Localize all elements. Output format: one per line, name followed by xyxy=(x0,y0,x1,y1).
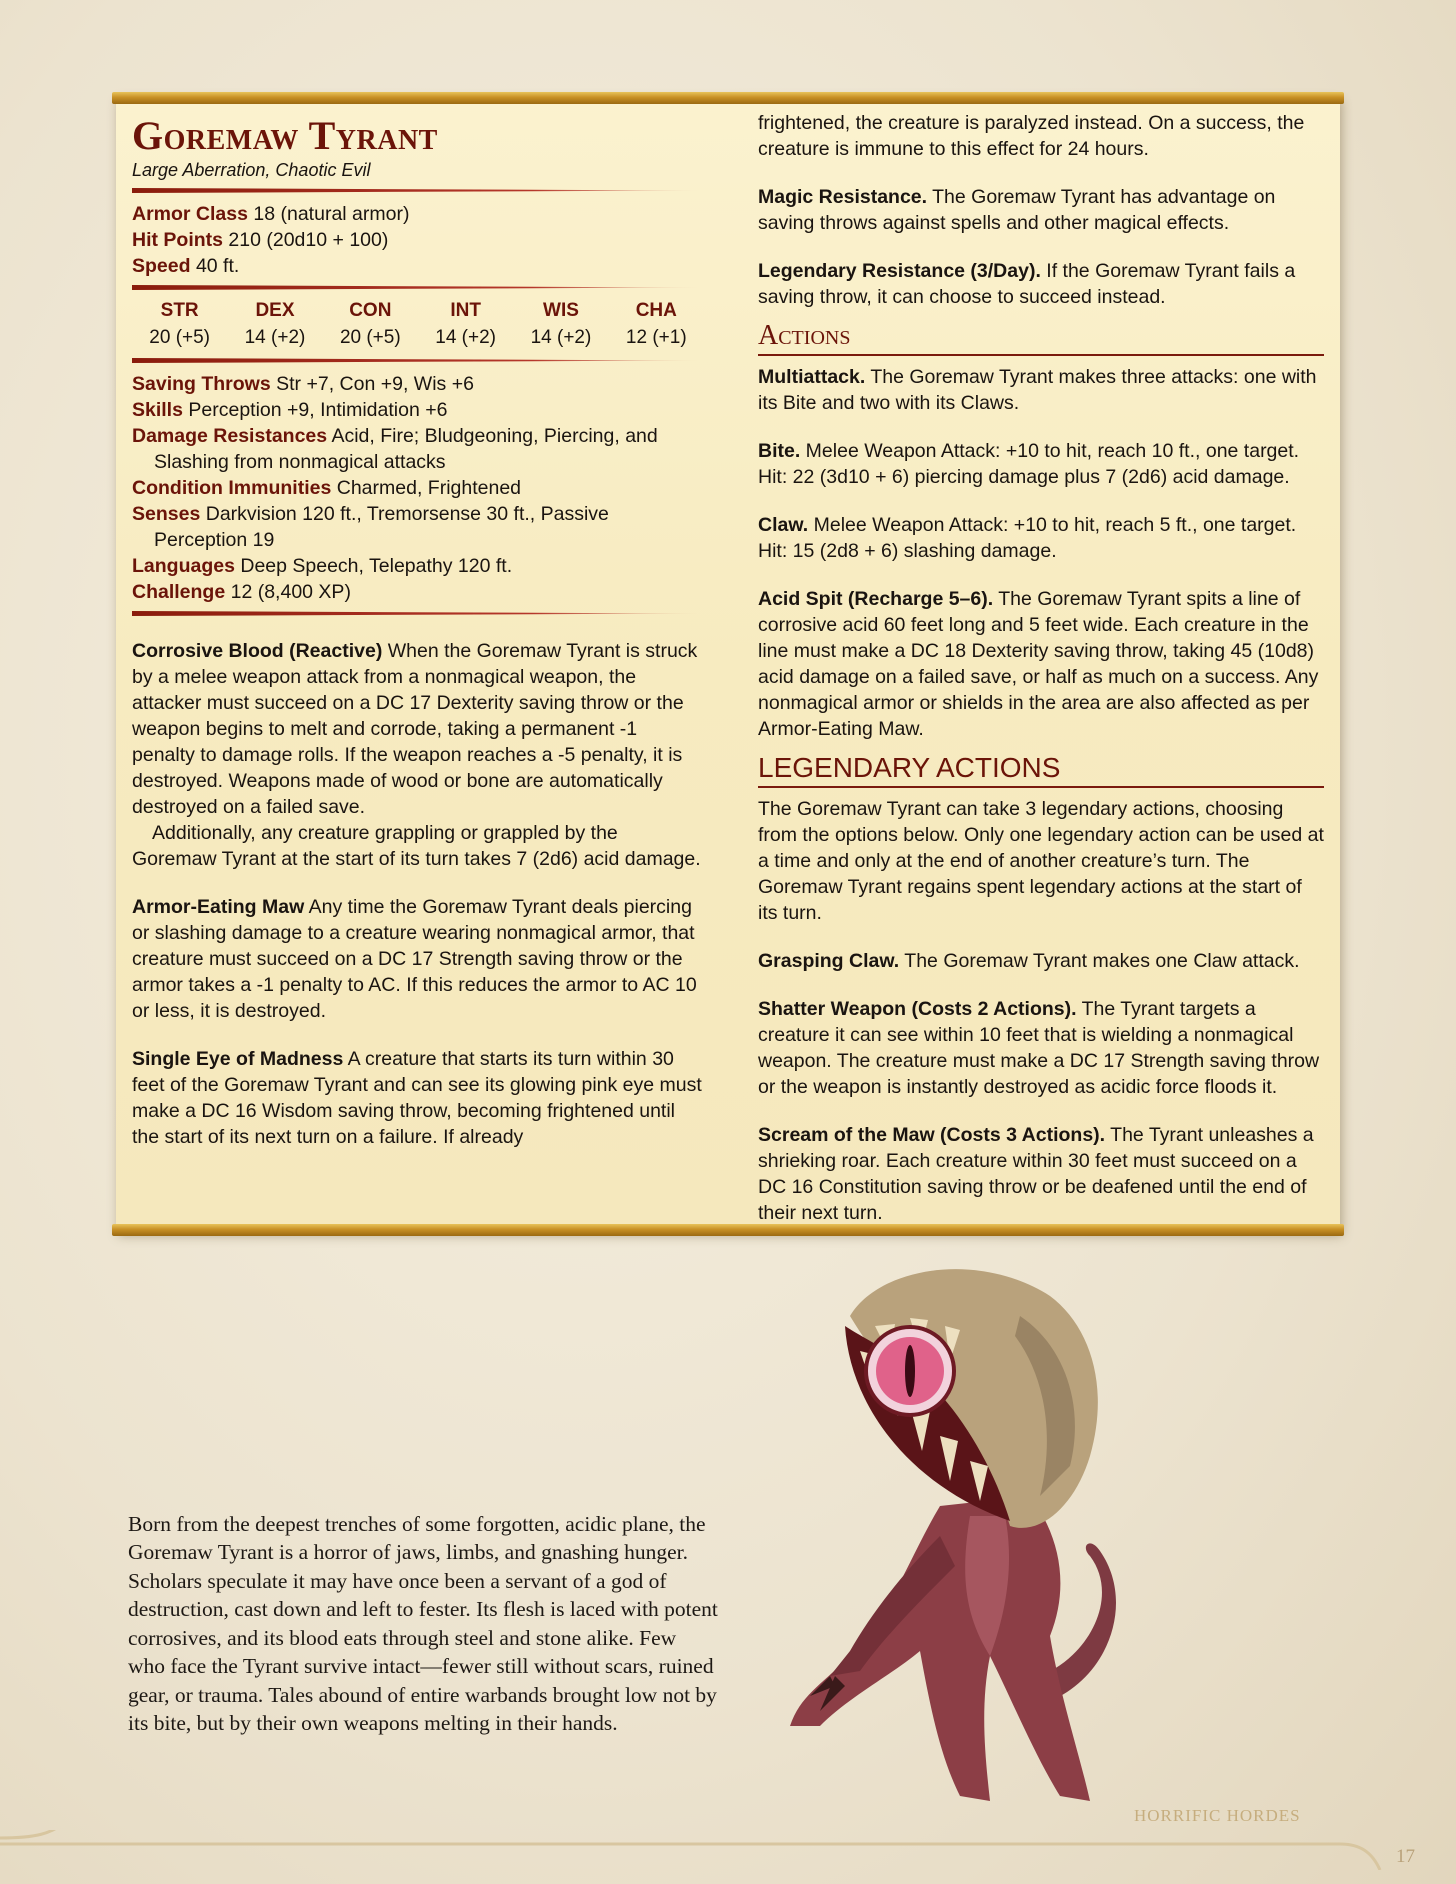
ability-wis xyxy=(516,298,606,352)
ability-dex xyxy=(230,298,320,352)
saving-throws xyxy=(132,371,704,397)
ability-name: DEX xyxy=(255,300,295,321)
legendary-shatter-weapon xyxy=(758,996,1324,1100)
scroll-bar-top xyxy=(112,92,1344,104)
action-claw xyxy=(758,512,1324,564)
speed xyxy=(132,253,704,279)
ability-name: STR xyxy=(160,300,199,321)
lore-paragraph: Born from the deepest trenches of some forgotten, acidic plane, the Goremaw Tyrant is a horror of jaws, limbs, and gnashing hunger. Scholars speculate it may have once been a servant of a god of destruction, cast down and left to fester. Its flesh is laced with potent corrosives, and its blood eats through steel and stone alike. Few who face the Tyrant survive intact—fewer still without scars, ruined gear, or trauma. Tales abound of entire warbands brought low not by its bite, but by their own weapons melting in their hands. xyxy=(128,1511,718,1735)
hit-points xyxy=(132,227,704,253)
action-text: Melee Weapon Attack: +10 to hit, reach 5 ft., one target. Hit: 15 (2d8 + 6) slashing damage. xyxy=(758,514,1297,562)
skills-value: Perception +9, Intimidation +6 xyxy=(188,399,448,421)
trait-name: Legendary Resistance (3/Day). xyxy=(758,260,1041,282)
ability-value: 20 (+5) xyxy=(149,327,211,348)
action-name: Multiattack. xyxy=(758,366,866,388)
legendary-intro: The Goremaw Tyrant can take 3 legendary actions, choosing from the options below. Only one legendary action can be used at a time and only at the end of another creature’s turn. The Goremaw Tyrant regains spent legendary actions at the start of its turn. xyxy=(758,798,1324,924)
trait-name: Single Eye of Madness xyxy=(132,1048,344,1070)
ability-int xyxy=(421,298,511,352)
stat-block-left-column xyxy=(132,114,704,1172)
ability-value: 20 (+5) xyxy=(339,327,401,348)
challenge-label: Challenge xyxy=(132,581,226,603)
trait-text-extra: Additionally, any creature grappling or grappled by the Goremaw Tyrant at the start of its turn takes 7 (2d6) acid damage. xyxy=(132,822,701,870)
page-number: 17 xyxy=(1396,1846,1415,1867)
senses xyxy=(132,501,704,553)
legendary-action-text: The Tyrant unleashes a shrieking roar. Each creature within 30 feet must succeed on a DC 16 Constitution saving throw or be deafened until the end of their next turn. xyxy=(758,1124,1314,1224)
trait-legendary-resistance xyxy=(758,258,1324,310)
monster-illustration-svg xyxy=(790,1256,1170,1816)
trait-text: The Goremaw Tyrant has advantage on saving throws against spells and other magical effects. xyxy=(758,186,1276,234)
speed-label: Speed xyxy=(132,255,191,277)
action-bite xyxy=(758,438,1324,490)
trait-name: Corrosive Blood (Reactive) xyxy=(132,640,383,662)
legendary-grasping-claw xyxy=(758,948,1324,974)
trait-text: If the Goremaw Tyrant fails a saving throw, it can choose to succeed instead. xyxy=(758,260,1296,308)
divider xyxy=(132,188,704,193)
damage-resistances-value: Acid, Fire; Bludgeoning, Piercing, and Slashing from nonmagical attacks xyxy=(154,425,658,473)
stat-block xyxy=(116,96,1340,1232)
trait-armor-eating-maw xyxy=(132,894,704,1024)
armor-class-label: Armor Class xyxy=(132,203,248,225)
speed-value: 40 ft. xyxy=(195,255,240,277)
trait-text: frightened, the creature is paralyzed instead. On a success, the creature is immune to this effect for 24 hours. xyxy=(758,112,1305,160)
action-text: Melee Weapon Attack: +10 to hit, reach 10 ft., one target. Hit: 22 (3d10 + 6) piercing damage plus 7 (2d6) acid damage. xyxy=(758,440,1300,488)
action-name: Acid Spit (Recharge 5–6). xyxy=(758,588,994,610)
ability-str xyxy=(135,298,225,352)
trait-single-eye-of-madness xyxy=(132,1046,704,1150)
saving-throws-label: Saving Throws xyxy=(132,373,271,395)
trait-corrosive-blood xyxy=(132,638,704,872)
footer-chapter-title: HORRIFIC HORDES xyxy=(1134,1806,1301,1825)
skills xyxy=(132,397,704,423)
legendary-scream-of-the-maw xyxy=(758,1122,1324,1226)
action-text: The Goremaw Tyrant makes three attacks: one with its Bite and two with its Claws. xyxy=(758,366,1317,414)
senses-label: Senses xyxy=(132,503,201,525)
hit-points-value: 210 (20d10 + 100) xyxy=(228,229,389,251)
challenge xyxy=(132,579,704,605)
ability-name: CON xyxy=(349,300,392,321)
armor-class xyxy=(132,201,704,227)
ability-name: CHA xyxy=(635,300,677,321)
monster-type: Large Aberration, Chaotic Evil xyxy=(132,160,371,180)
trait-name: Magic Resistance. xyxy=(758,186,928,208)
ability-value: 14 (+2) xyxy=(244,327,306,348)
action-text: The Goremaw Tyrant spits a line of corrosive acid 60 feet long and 5 feet wide. Each creature in the line must make a DC 18 Dexterity saving throw, taking 45 (10d8) acid damage on a failed save, or half as much on a success. Any nonmagical armor or shields in the area are also affected as per Armor-Eating Maw. xyxy=(758,588,1319,740)
languages xyxy=(132,553,704,579)
legendary-actions-heading: LEGENDARY ACTIONS xyxy=(758,752,1324,788)
languages-label: Languages xyxy=(132,555,235,577)
divider xyxy=(132,285,704,290)
stat-block-right-column xyxy=(758,110,1324,1226)
pupil-shape xyxy=(905,1345,915,1397)
action-name: Claw. xyxy=(758,514,809,536)
ability-scores xyxy=(132,298,704,352)
languages-value: Deep Speech, Telepathy 120 ft. xyxy=(240,555,513,577)
condition-immunities xyxy=(132,475,704,501)
footer-line xyxy=(0,1830,1380,1870)
goremaw-tyrant-illustration xyxy=(790,1256,1170,1816)
trait-text: Any time the Goremaw Tyrant deals piercing or slashing damage to a creature wearing nonmagical armor, that creature must succeed on a DC 17 Strength saving throw or the armor takes a -1 penalty to AC. If this reduces the armor to AC 10 or less, it is destroyed. xyxy=(132,896,697,1022)
legendary-action-text: The Tyrant targets a creature it can see within 10 feet that is wielding a nonmagical weapon. The creature must make a DC 17 Strength saving throw or the weapon is instantly destroyed as acidic force floods it. xyxy=(758,998,1320,1098)
ability-name: WIS xyxy=(543,300,579,321)
challenge-value: 12 (8,400 XP) xyxy=(230,581,351,603)
legendary-action-name: Scream of the Maw (Costs 3 Actions). xyxy=(758,1124,1106,1146)
senses-value: Darkvision 120 ft., Tremorsense 30 ft., Passive Perception 19 xyxy=(154,503,609,551)
ability-value: 14 (+2) xyxy=(435,327,496,348)
legendary-action-name: Shatter Weapon (Costs 2 Actions). xyxy=(758,998,1077,1020)
armor-class-value: 18 (natural armor) xyxy=(253,203,410,225)
ability-con xyxy=(325,298,415,352)
legendary-action-text: The Goremaw Tyrant makes one Claw attack. xyxy=(899,950,1300,972)
damage-resistances-label: Damage Resistances xyxy=(132,425,328,447)
trait-text: A creature that starts its turn within 30 feet of the Goremaw Tyrant and can see its glowing pink eye must make a DC 16 Wisdom saving throw, becoming frightened until the start of its next turn on a failure. If already xyxy=(132,1048,702,1148)
trait-magic-resistance xyxy=(758,184,1324,236)
monster-name: Goremaw Tyrant xyxy=(132,113,438,158)
skills-label: Skills xyxy=(132,399,183,421)
legendary-action-name: Grasping Claw. xyxy=(758,950,900,972)
hit-points-label: Hit Points xyxy=(132,229,223,251)
trait-text: When the Goremaw Tyrant is struck by a melee weapon attack from a nonmagical weapon, the attacker must succeed on a DC 17 Dexterity saving throw or the weapon begins to melt and corrode, taking a permanent -1 penalty to damage rolls. If the weapon reaches a -5 penalty, it is destroyed. Weapons made of wood or bone are automatically destroyed on a failed save. xyxy=(132,640,698,818)
action-acid-spit xyxy=(758,586,1324,742)
saving-throws-value: Str +7, Con +9, Wis +6 xyxy=(276,373,474,395)
damage-resistances xyxy=(132,423,704,475)
footer-ornament xyxy=(0,1830,1456,1870)
divider xyxy=(132,611,704,616)
action-multiattack xyxy=(758,364,1324,416)
action-name: Bite. xyxy=(758,440,801,462)
divider xyxy=(132,358,704,363)
condition-immunities-label: Condition Immunities xyxy=(132,477,332,499)
condition-immunities-value: Charmed, Frightened xyxy=(336,477,522,499)
ability-value: 12 (+1) xyxy=(625,327,687,348)
ability-cha xyxy=(611,298,701,352)
ability-value: 14 (+2) xyxy=(530,327,592,348)
trait-name: Armor-Eating Maw xyxy=(132,896,305,918)
trait-single-eye-continued xyxy=(758,110,1324,162)
ability-name: INT xyxy=(450,300,481,321)
actions-heading: Actions xyxy=(758,320,1324,356)
